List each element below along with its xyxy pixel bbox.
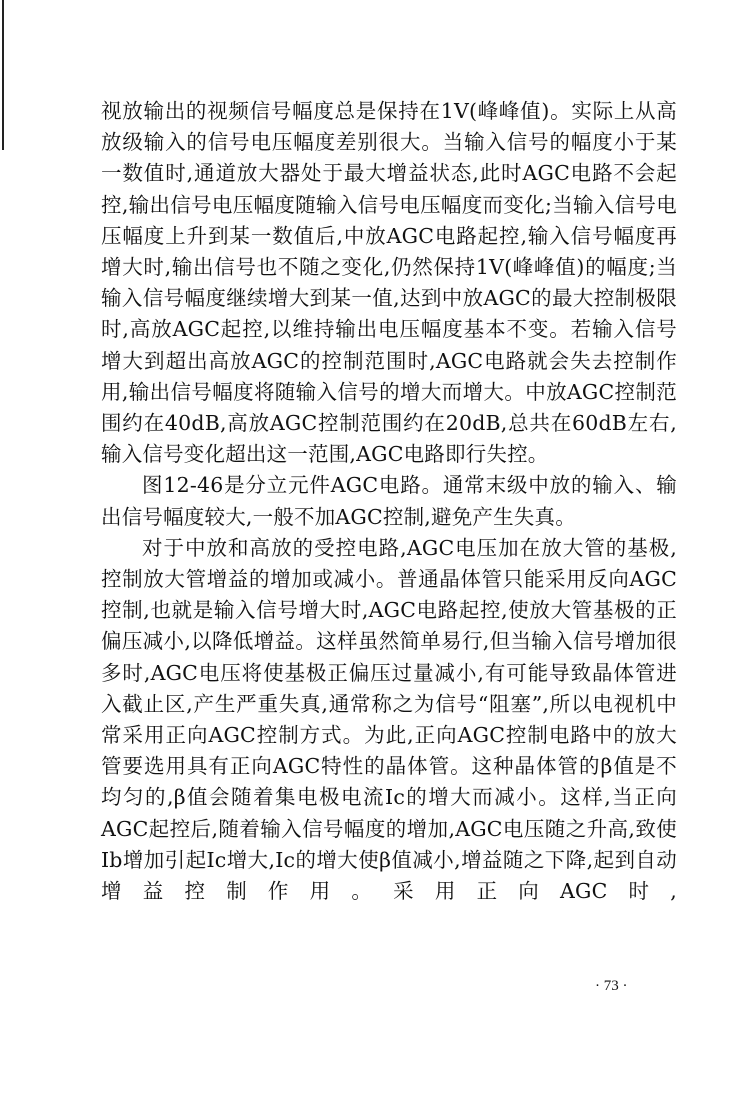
page-binding-edge xyxy=(2,0,4,150)
paragraph-agc-range: 视放输出的视频信号幅度总是保持在1V(峰峰值)。实际上从高放级输入的信号电压幅度差别很大。当输入信号的幅度小于某一数值时,通道放大器处于最大增益状态,此时AGC电路不会起控,输出信号电压幅度随输入信号电压幅度而变化;当输入信号电压幅度上升到某一数值后,中放AGC电路起控,输入信号幅度再增大时,输出信号也不随之变化,仍然保持1V(峰峰值)的幅度;当输入信号幅度继续增大到某一值,达到中放AGC的最大控制极限时,高放AGC起控,以维持输出电压幅度基本不变。若输入信号增大到超出高放AGC的控制范围时,AGC电路就会失去控制作用,输出信号幅度将随输入信号的增大而增大。中放AGC控制范围约在40dB,高放AGC控制范围约在20dB,总共在60dB左右,输入信号变化超出这一范围,AGC电路即行失控。 xyxy=(101,99,677,467)
body-text xyxy=(101,96,677,907)
page-number: · 73 · xyxy=(595,978,628,994)
paragraph-figure-reference: 图12-46是分立元件AGC电路。通常末级中放的输入、输出信号幅度较大,一般不加AGC控制,避免产生失真。 xyxy=(101,473,677,529)
paragraph-forward-agc: 对于中放和高放的受控电路,AGC电压加在放大管的基极,控制放大管增益的增加或减小。普通晶体管只能采用反向AGC控制,也就是输入信号增大时,AGC电路起控,使放大管基极的正偏压减小,以降低增益。这样虽然简单易行,但当输入信号增加很多时,AGC电压将使基极正偏压过量减小,有可能导致晶体管进入截止区,产生严重失真,通常称之为信号“阻塞”,所以电视机中常采用正向AGC控制方式。为此,正向AGC控制电路中的放大管要选用具有正向AGC特性的晶体管。这种晶体管的β值是不均匀的,β值会随着集电极电流Ic的增大而减小。这样,当正向AGC起控后,随着输入信号幅度的增加,AGC电压随之升高,致使Ib增加引起Ic增大,Ic的增大使β值减小,增益随之下降,起到自动增益控制作用。采用正向AGC时, xyxy=(101,535,677,904)
